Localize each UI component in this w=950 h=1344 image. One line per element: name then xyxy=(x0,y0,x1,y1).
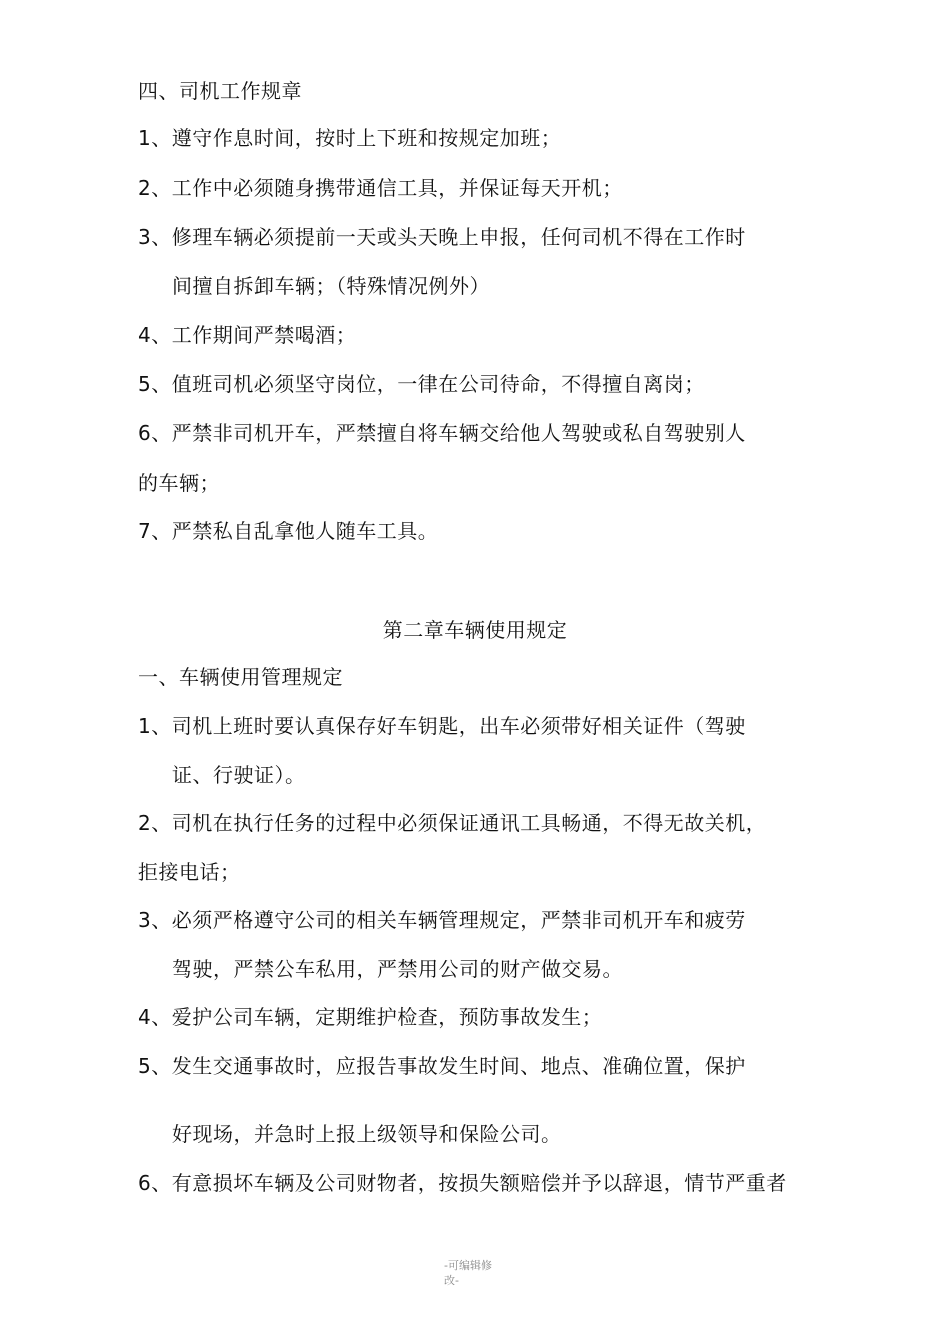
list-item-continuation: 拒接电话； xyxy=(138,860,241,884)
list-item: 1、司机上班时要认真保存好车钥匙，出车必须带好相关证件（驾驶 xyxy=(138,714,746,738)
list-item: 7、严禁私自乱拿他人随车工具。 xyxy=(138,519,439,543)
section-heading: 四、司机工作规章 xyxy=(138,79,302,103)
list-item: 4、爱护公司车辆，定期维护检查，预防事故发生； xyxy=(138,1005,603,1029)
list-item: 1、遵守作息时间，按时上下班和按规定加班； xyxy=(138,126,562,150)
section-heading: 一、车辆使用管理规定 xyxy=(138,665,343,689)
list-item-continuation: 证、行驶证）。 xyxy=(172,763,306,787)
page-footer: -可编辑修改- xyxy=(444,1259,492,1287)
list-item: 3、修理车辆必须提前一天或头天晚上申报，任何司机不得在工作时 xyxy=(138,225,746,249)
list-item: 6、严禁非司机开车，严禁擅自将车辆交给他人驾驶或私自驾驶别人 xyxy=(138,421,746,445)
chapter-title: 第二章车辆使用规定 xyxy=(382,618,568,642)
list-item: 2、司机在执行任务的过程中必须保证通讯工具畅通，不得无故关机， xyxy=(138,811,767,835)
list-item-continuation: 驾驶，严禁公车私用，严禁用公司的财产做交易。 xyxy=(172,957,623,981)
list-item-continuation: 间擅自拆卸车辆；（特殊情况例外） xyxy=(172,274,490,298)
list-item-continuation: 好现场，并急时上报上级领导和保险公司。 xyxy=(172,1122,562,1146)
list-item-continuation: 的车辆； xyxy=(138,471,220,495)
list-item: 5、值班司机必须坚守岗位，一律在公司待命，不得擅自离岗； xyxy=(138,372,705,396)
list-item: 4、工作期间严禁喝酒； xyxy=(138,323,357,347)
list-item: 5、发生交通事故时，应报告事故发生时间、地点、准确位置，保护 xyxy=(138,1054,746,1078)
list-item: 6、有意损坏车辆及公司财物者，按损失额赔偿并予以辞退，情节严重者 xyxy=(138,1171,787,1195)
list-item: 2、工作中必须随身携带通信工具，并保证每天开机； xyxy=(138,176,623,200)
list-item: 3、必须严格遵守公司的相关车辆管理规定，严禁非司机开车和疲劳 xyxy=(138,908,746,932)
